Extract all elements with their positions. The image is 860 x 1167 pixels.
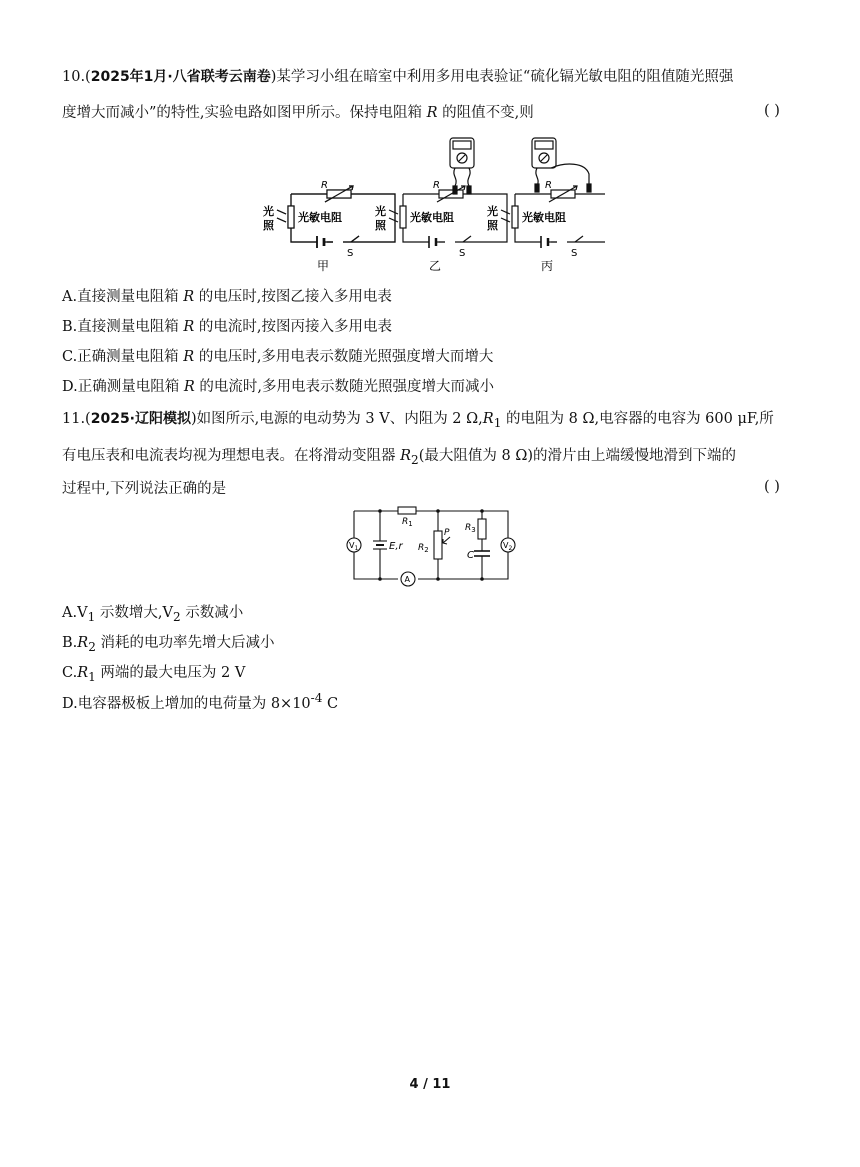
- q11-option-d[interactable]: D.电容器极板上增加的电荷量为 $8\times 10^{-4}$ C: [62, 691, 339, 712]
- circuit-bing: [487, 138, 605, 273]
- svg-text:光: 光: [263, 205, 274, 218]
- q11-line3: 过程中,下列说法正确的是: [62, 481, 227, 497]
- svg-text:S: S: [459, 248, 466, 259]
- q10-option-d[interactable]: D.正确测量电阻箱 R 的电流时,多用电表示数随光照强度增大而减小: [62, 379, 494, 395]
- circuit-jia-ldr-label: 光敏电阻: [298, 211, 342, 224]
- svg-text:V1: $V_1$: [349, 541, 359, 552]
- q11-number: 11.(: [62, 411, 91, 427]
- circuit-bing-caption: 丙: [541, 259, 554, 273]
- multimeter-bing-icon: [532, 138, 591, 192]
- q11-fig-P: P: [444, 528, 450, 538]
- q11-circuit-figure: [340, 505, 522, 587]
- q10-line2: 度增大而减小”的特性,实验电路如图甲所示。保持电阻箱 R 的阻值不变,则: [62, 105, 534, 121]
- svg-text:R: R: [433, 180, 440, 191]
- svg-text:V2: $V_2$: [503, 541, 513, 552]
- circuit-yi-caption: 乙: [429, 259, 442, 273]
- q11-option-b[interactable]: $B.R_2$ 消耗的电功率先增大后减小: [62, 635, 275, 654]
- q11-answer-paren: ( ): [764, 479, 780, 495]
- svg-text:光敏电阻: 光敏电阻: [522, 211, 566, 224]
- q11-fig-Er: E,r: [389, 541, 403, 552]
- svg-text:光: 光: [487, 205, 498, 218]
- svg-text:S: S: [571, 248, 578, 259]
- q11-line1: 11.(2025·辽阳模拟)如图所示,电源的电动势为 3 V、内阻为 2 $\Omega,R_1$ 的电阻为 8 Ω,电容器的电容为 600 μF,所: [62, 411, 774, 430]
- q10-circuit-figure: [255, 134, 605, 274]
- q11-fig-R1: $R_1$: [402, 517, 413, 528]
- q10-line1: 10.(2025年1月·八省联考云南卷)某学习小组在暗室中利用多用电表验证“硫化镉光敏电阻的阻值随光照强: [62, 69, 734, 85]
- svg-text:R: R: [545, 180, 552, 191]
- q10-source: 2025年1月·八省联考云南卷: [90, 69, 271, 85]
- q11-fig-C: C: [467, 550, 474, 561]
- q10-option-b[interactable]: B.直接测量电阻箱 R 的电流时,按图丙接入多用电表: [62, 319, 393, 335]
- q11-option-c[interactable]: $C.R_1$ 两端的最大电压为 2 V: [62, 665, 246, 684]
- svg-text:光敏电阻: 光敏电阻: [410, 211, 454, 224]
- svg-text:光: 光: [375, 205, 386, 218]
- q10-option-a[interactable]: A.直接测量电阻箱 R 的电压时,按图乙接入多用电表: [62, 289, 392, 305]
- svg-text:照: 照: [375, 219, 386, 232]
- svg-text:照: 照: [487, 219, 498, 232]
- svg-text:照: 照: [263, 219, 274, 232]
- q10-answer-paren: ( ): [764, 103, 780, 119]
- circuit-jia-caption: 甲: [317, 259, 330, 273]
- svg-text:A: A: [404, 575, 410, 584]
- q11-fig-R2: $R_2$: [418, 543, 429, 554]
- circuit-jia-switch-label: S: [347, 248, 354, 259]
- q11-line2: 有电压表和电流表均视为理想电表。在将滑动变阻器 $R_2$(最大阻值为 8 Ω)的滑片由上端缓慢地滑到下端的: [62, 448, 736, 467]
- circuit-jia-R-label: R: [321, 180, 328, 191]
- q11-source: 2025·辽阳模拟: [90, 411, 192, 427]
- page-number: 4 / 11: [409, 1077, 451, 1092]
- q10-number: 10.(: [62, 69, 91, 85]
- q11-fig-R3: $R_3$: [465, 523, 476, 534]
- q11-option-a[interactable]: $A.V_1$ 示数增大$,V_2$ 示数减小: [62, 605, 244, 624]
- q10-option-c[interactable]: C.正确测量电阻箱 R 的电压时,多用电表示数随光照强度增大而增大: [62, 349, 494, 365]
